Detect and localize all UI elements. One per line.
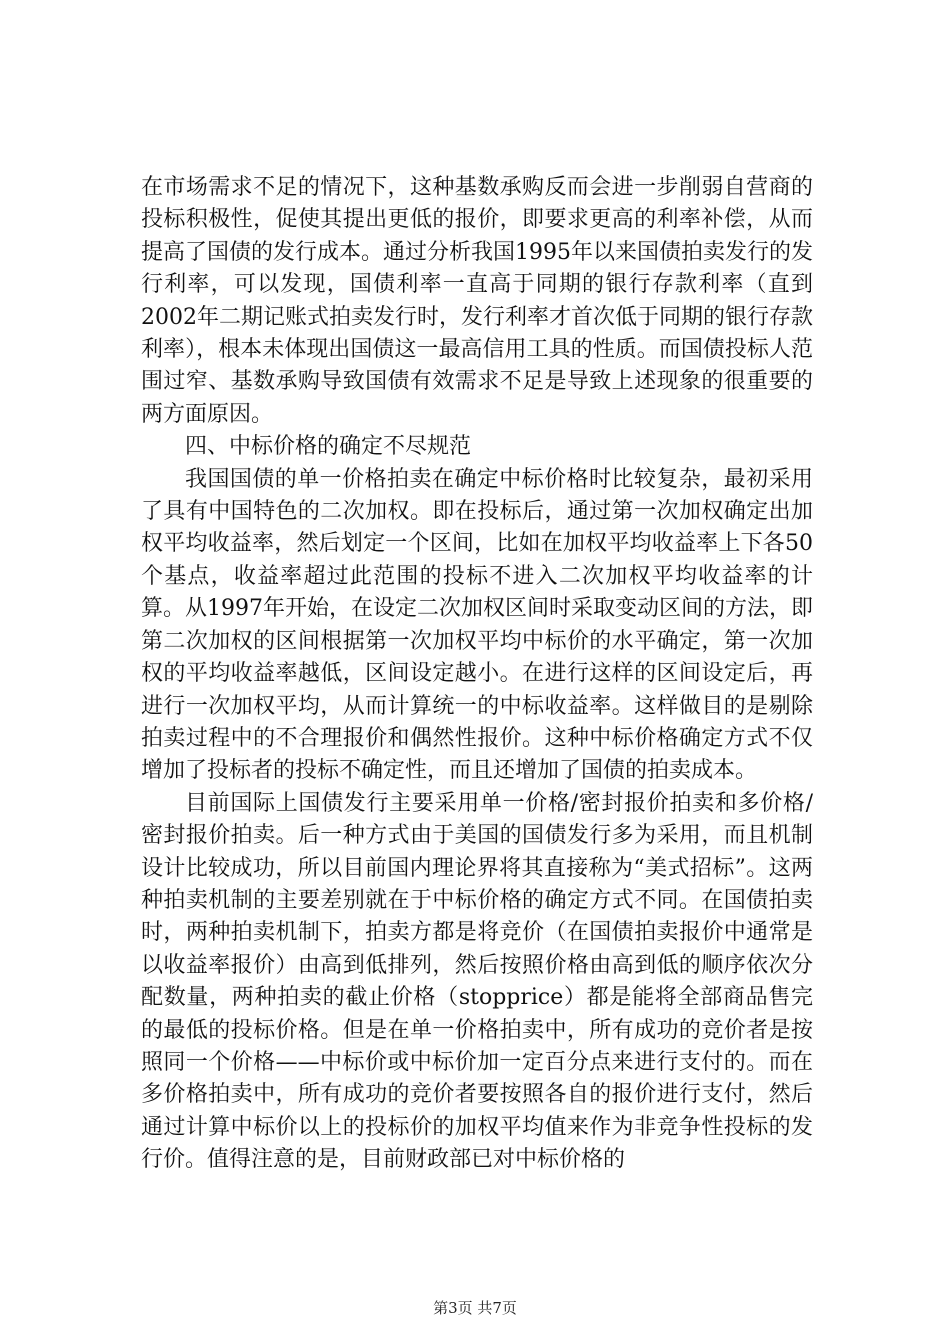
section-heading: 四、中标价格的确定不尽规范 [185, 434, 472, 460]
paragraph: 目前国际上国债发行主要采用单一价格/密封报价拍卖和多价格/密封报价拍卖。后一种方式由于美国的国债发行多为采用，而且机制设计比较成功，所以目前国内理论界将其直接称为“美式招标”。这两种拍卖机制的主要差别就在于中标价格的确定方式不同。在国债拍卖时，两种拍卖机制下，拍卖方都是将竞价（在国债拍卖报价中通常是以收益率报价）由高到低排列，然后按照价格由高到低的顺序依次分配数量，两种拍卖的截止价格（stopprice）都是能将全部商品售完的最低的投标价格。但是在单一价格拍卖中，所有成功的竞价者是按照同一个价格——中标价或中标价加一定百分点来进行支付的。而在多价格拍卖中，所有成功的竞价者要按照各自的报价进行支付，然后通过计算中标价以上的投标价的加权平均值来作为非竞争性投标的发行价。值得注意的是，目前财政部已对中标价格的 [141, 790, 813, 1173]
paragraph-continued: 在市场需求不足的情况下，这种基数承购反而会进一步削弱自营商的投标积极性，促使其提出更低的报价，即要求更高的利率补偿，从而提高了国债的发行成本。通过分析我国1995年以来国债拍卖发行的发行利率，可以发现，国债利率一直高于同期的银行存款利率（直到2002年二期记账式拍卖发行时，发行利率才首次低于同期的银行存款利率），根本未体现出国债这一最高信用工具的性质。而国债投标人范围过窄、基数承购导致国债有效需求不足是导致上述现象的很重要的两方面原因。 [141, 175, 813, 427]
page-number-footer: 第3页 共7页 [433, 1299, 517, 1317]
body-text [141, 172, 813, 1177]
paragraph: 我国国债的单一价格拍卖在确定中标价格时比较复杂，最初采用了具有中国特色的二次加权。即在投标后，通过第一次加权确定出加权平均收益率，然后划定一个区间，比如在加权平均收益率上下各50个基点，收益率超过此范围的投标不进入二次加权平均收益率的计算。从1997年开始，在设定二次加权区间时采取变动区间的方法，即第二次加权的区间根据第一次加权平均中标价的水平确定，第一次加权的平均收益率越低，区间设定越小。在进行这样的区间设定后，再进行一次加权平均，从而计算统一的中标收益率。这样做目的是剔除拍卖过程中的不合理报价和偶然性报价。这种中标价格确定方式不仅增加了投标者的投标不确定性，而且还增加了国债的拍卖成本。 [141, 466, 813, 784]
